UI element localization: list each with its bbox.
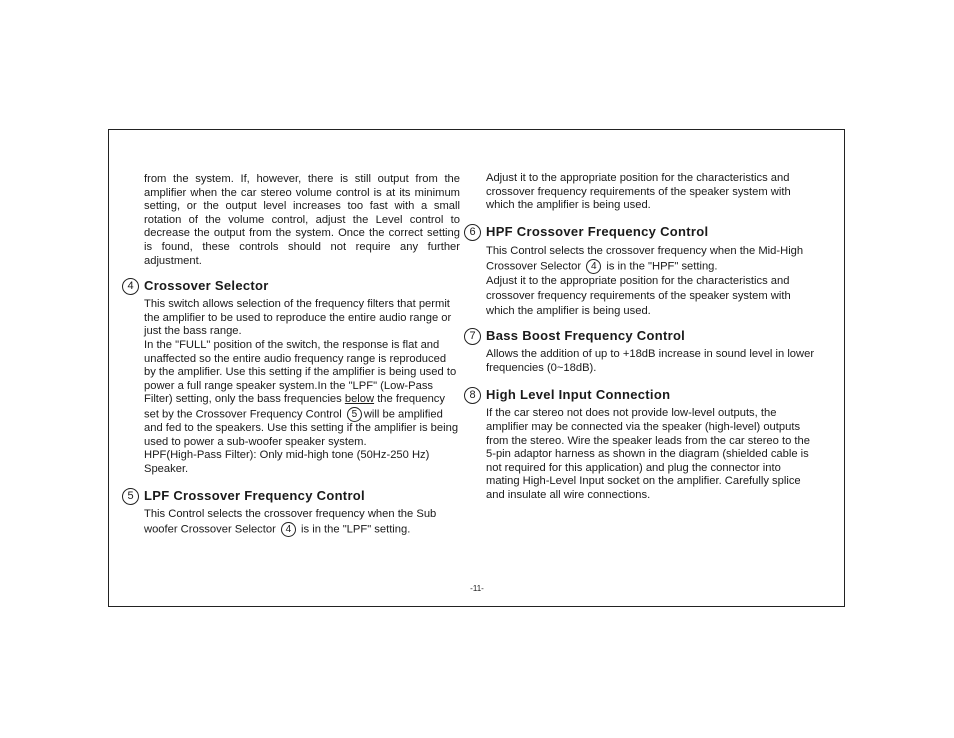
section-high-level-input <box>469 387 816 502</box>
section-title: Bass Boost Frequency Control <box>486 328 686 344</box>
right-intro: Adjust it to the appropriate position for the characteristics and crossover frequency requirements of the speaker system with which the amplifier is being used. <box>486 172 791 212</box>
text-run: This Control selects the crossover frequency when the Mid-High Crossover Selector <box>486 244 804 273</box>
section-paragraph: This switch allows selection of the frequency filters that permit the amplifier to be used to reproduce the entire audio range or just the bass range. <box>144 298 452 338</box>
text-run: is in the "HPF" setting. <box>603 260 718 273</box>
section-title: LPF Crossover Frequency Control <box>144 488 365 504</box>
section-crossover-selector <box>127 278 460 476</box>
section-paragraph <box>144 508 460 537</box>
underlined-word: below <box>344 393 375 406</box>
section-paragraph <box>486 244 816 274</box>
section-number-badge: 7 <box>464 328 481 345</box>
section-bass-boost <box>469 328 816 375</box>
section-paragraph: HPF(High-Pass Filter): Only mid-high tone (50Hz-250 Hz) Speaker. <box>144 449 430 475</box>
inline-reference-number: 5 <box>347 407 362 422</box>
text-run: the frequency set by the Crossover Frequency Control <box>144 393 445 421</box>
section-title: HPF Crossover Frequency Control <box>486 223 709 239</box>
section-number-badge: 8 <box>464 387 481 404</box>
page-number: -11- <box>470 584 484 593</box>
text-run: is in the "LPF" setting. <box>297 523 411 536</box>
section-title: Crossover Selector <box>144 278 269 294</box>
section-lpf-crossover <box>127 488 460 537</box>
section-paragraph <box>144 339 460 449</box>
section-paragraph: Adjust it to the appropriate position for the characteristics and crossover frequency requirements of the speaker system with which the amplifier is being used. <box>486 275 791 318</box>
section-number-badge: 6 <box>464 224 481 241</box>
section-number-badge: 5 <box>122 488 139 505</box>
text-run: This Control selects the crossover frequency when the Sub woofer Crossover Selector <box>144 508 437 536</box>
section-paragraph: If the car stereo not does not provide low-level outputs, the amplifier may be connected via the speaker (high-level) outputs from the stereo. Wire the speaker leads from the car stereo to the 5-pin adaptor harness as shown in the diagram (shielded cable is not required for this application) and plug the connector into mating High-Level Input socket on the amplifier. Carefully splice and insulate all wire connections. <box>486 407 810 501</box>
text-run: In the "FULL" position of the switch, the response is flat and unaffected so the entire audio frequency range is reproduced by the amplifier. Use this setting if the amplifier is being used to power a full range speaker system.In the "LPF" (Low-Pass Filter) setting, only the bass frequencies <box>144 338 457 406</box>
section-title: High Level Input Connection <box>486 387 671 403</box>
left-column <box>127 173 460 537</box>
inline-reference-number: 4 <box>281 522 296 537</box>
text-run: will be amplified and fed to the speakers. Use this setting if the amplifier is being used to power a sub-woofer speaker system. <box>144 408 459 448</box>
section-hpf-crossover <box>469 223 816 319</box>
left-intro: from the system. If, however, there is still output from the amplifier when the car stereo volume control is at its minimum setting, or the output level increases too fast with a small rotation of the volume control, adjust the Level control to decrease the output from the system. Once the correct setting is found, these controls should not require any further adjustment. <box>144 173 460 267</box>
right-column <box>469 172 816 503</box>
inline-reference-number: 4 <box>586 259 601 274</box>
section-paragraph: Allows the addition of up to +18dB increase in sound level in lower frequencies (0~18dB). <box>486 348 815 374</box>
section-number-badge: 4 <box>122 278 139 295</box>
